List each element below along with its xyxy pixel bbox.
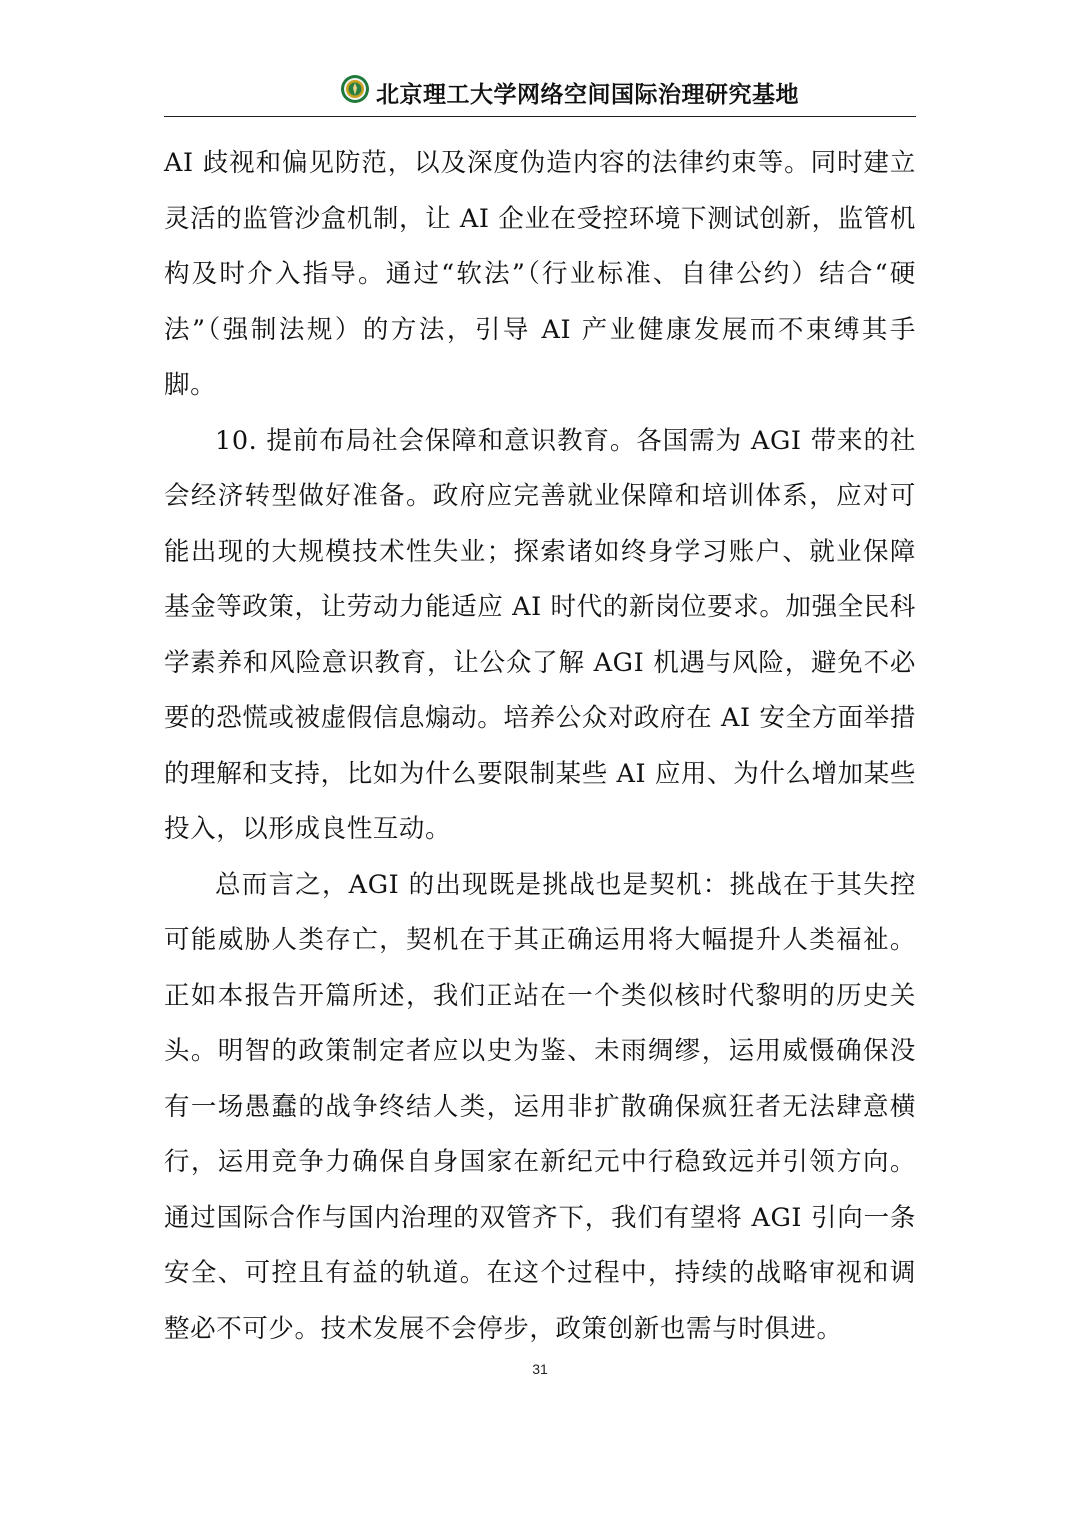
header-title: 北京理工大学网络空间国际治理研究基地 <box>376 82 799 108</box>
document-body <box>164 136 916 1357</box>
paragraph-conclusion: 总而言之，AGI 的出现既是挑战也是契机：挑战在于其失控可能威胁人类存亡，契机在于其正确运用将大幅提升人类福祉。正如本报告开篇所述，我们正站在一个类似核时代黎明的历史关头。明智的政策制定者应以史为鉴、未雨绸缪，运用威慑确保没有一场愚蠢的战争终结人类，运用非扩散确保疯狂者无法肆意横行，运用竞争力确保自身国家在新纪元中行稳致远并引领方向。通过国际合作与国内治理的双管齐下，我们有望将 AGI 引向一条安全、可控且有益的轨道。在这个过程中，持续的战略审视和调整必不可少。技术发展不会停步，政策创新也需与时俱进。 <box>164 869 916 1344</box>
page-number: 31 <box>532 1361 548 1377</box>
paragraph-continuation: AI 歧视和偏见防范，以及深度伪造内容的法律约束等。同时建立灵活的监管沙盒机制，让 AI 企业在受控环境下测试创新，监管机构及时介入指导。通过“软法”（行业标准、自律公约）结合“硬法”（强制法规）的方法，引导 AI 产业健康发展而不束缚其手脚。 <box>164 148 916 400</box>
university-logo-icon <box>340 74 370 104</box>
paragraph-item-10: 10. 提前布局社会保障和意识教育。各国需为 AGI 带来的社会经济转型做好准备。政府应完善就业保障和培训体系，应对可能出现的大规模技术性失业；探索诸如终身学习账户、就业保障基金等政策，让劳动力能适应 AI 时代的新岗位要求。加强全民科学素养和风险意识教育，让公众了解 AGI 机遇与风险，避免不必要的恐慌或被虚假信息煽动。培养公众对政府在 AI 安全方面举措的理解和支持，比如为什么要限制某些 AI 应用、为什么增加某些投入，以形成良性互动。 <box>164 425 916 844</box>
page-header <box>164 72 916 117</box>
